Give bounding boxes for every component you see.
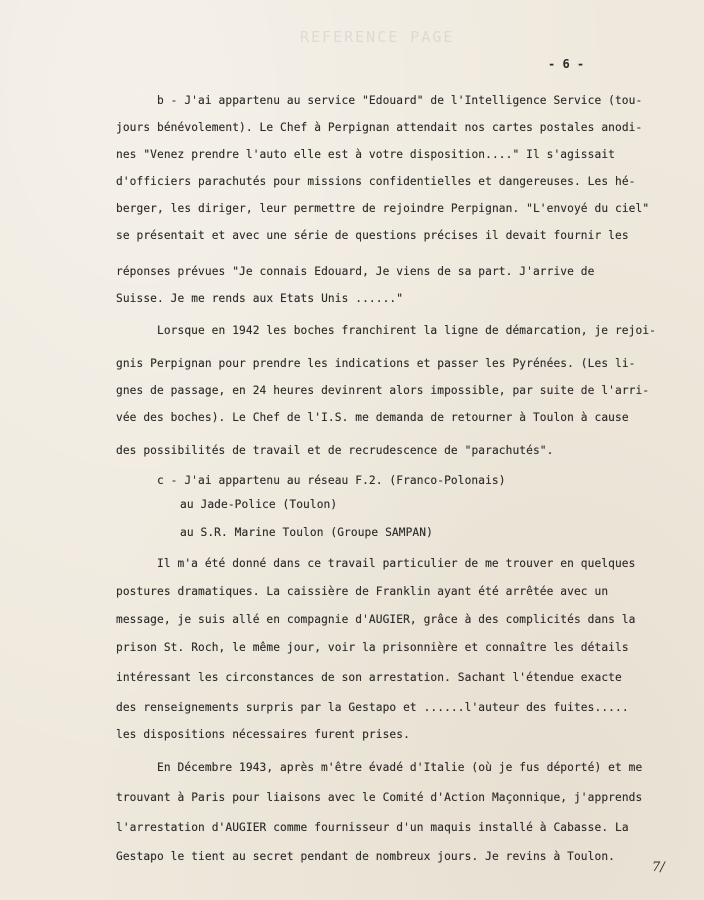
text-line: gnes de passage, en 24 heures devinrent alors impossible, par suite de l'arri- (116, 384, 650, 397)
text-line: c - J'ai appartenu au réseau F.2. (Franco-Polonais) (157, 474, 506, 487)
text-line: Suisse. Je me rends aux Etats Unis ......" (116, 292, 404, 305)
text-line: des possibilités de travail et de recrudescence de "parachutés". (116, 444, 554, 457)
text-line: au S.R. Marine Toulon (Groupe SAMPAN) (180, 526, 433, 539)
page-number: - 6 - (548, 57, 585, 71)
text-line: nes "Venez prendre l'auto elle est à votre disposition...." Il s'agissait (116, 148, 615, 161)
text-line: les dispositions nécessaires furent prises. (116, 728, 410, 741)
text-line: vée des boches). Le Chef de l'I.S. me demanda de retourner à Toulon à cause (116, 411, 629, 424)
text-line: réponses prévues "Je connais Edouard, Je viens de sa part. J'arrive de (116, 265, 595, 278)
text-line: En Décembre 1943, après m'être évadé d'Italie (où je fus déporté) et me (157, 761, 643, 774)
continuation-mark: 7/ (652, 860, 665, 875)
text-line: Gestapo le tient au secret pendant de nombreux jours. Je revins à Toulon. (116, 850, 615, 863)
text-line: se présentait et avec une série de questions précises il devait fournir les (116, 229, 629, 242)
text-line: des renseignements surpris par la Gestapo et ......l'auteur des fuites..... (116, 701, 629, 714)
text-line: Lorsque en 1942 les boches franchirent la ligne de démarcation, je rejoi- (157, 324, 656, 337)
text-line: postures dramatiques. La caissière de Franklin ayant été arrêtée avec un (116, 585, 609, 598)
text-line: prison St. Roch, le même jour, voir la prisonnière et connaître les détails (116, 641, 629, 654)
text-line: trouvant à Paris pour liaisons avec le Comité d'Action Maçonnique, j'apprends (116, 791, 643, 804)
text-line: au Jade-Police (Toulon) (180, 498, 338, 511)
text-line: d'officiers parachutés pour missions confidentielles et dangereuses. Les hé- (116, 175, 636, 188)
text-line: gnis Perpignan pour prendre les indications et passer les Pyrénées. (Les li- (116, 357, 636, 370)
text-line: l'arrestation d'AUGIER comme fournisseur d'un maquis installé à Cabasse. La (116, 821, 629, 834)
text-line: b - J'ai appartenu au service "Edouard" de l'Intelligence Service (tou- (157, 94, 643, 107)
text-line: intéressant les circonstances de son arrestation. Sachant l'étendue exacte (116, 671, 622, 684)
text-line: Il m'a été donné dans ce travail particulier de me trouver en quelques (157, 557, 636, 570)
text-line: message, je suis allé en compagnie d'AUGIER, grâce à des complicités dans la (116, 613, 636, 626)
text-line: jours bénévolement). Le Chef à Perpignan attendait nos cartes postales anodi- (116, 121, 643, 134)
bleed-through-header: REFERENCE PAGE (300, 28, 455, 46)
text-line: berger, les diriger, leur permettre de rejoindre Perpignan. "L'envoyé du ciel" (116, 202, 650, 215)
